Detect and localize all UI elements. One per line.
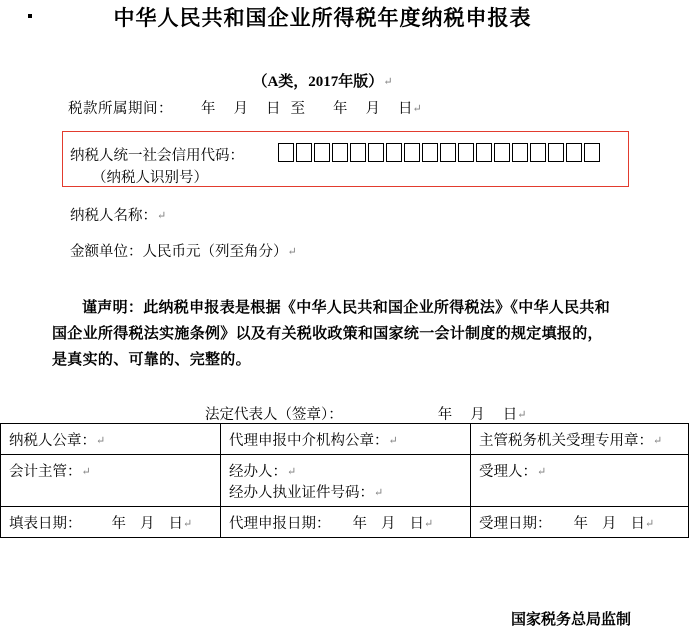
tax-period-year: 年 — [201, 101, 216, 117]
credit-code-cell[interactable] — [566, 143, 582, 162]
page-title: 中华人民共和国企业所得税年度纳税申报表 — [113, 6, 532, 30]
fill-date-label: 填表日期： — [9, 516, 82, 532]
paragraph-mark-icon: ↵ — [645, 518, 655, 530]
fill-date-day: 日 — [168, 516, 183, 532]
paragraph-mark-icon: ↵ — [537, 466, 547, 478]
paragraph-mark-icon: ↵ — [81, 466, 91, 478]
tax-period-day-2: 日 — [398, 101, 413, 117]
tax-period-day: 日 — [266, 101, 281, 117]
paragraph-mark-icon: ↵ — [424, 518, 434, 530]
agent-license-label: 经办人执业证件号码： — [229, 485, 374, 501]
cell-agent-declare-date[interactable] — [221, 507, 471, 538]
form-subtitle — [0, 70, 645, 91]
agent-license-label-row — [229, 481, 464, 502]
credit-code-cell[interactable] — [422, 143, 438, 162]
credit-code-label: 纳税人统一社会信用代码： — [70, 148, 244, 164]
credit-code-cell[interactable] — [278, 143, 294, 162]
credit-code-cell[interactable] — [314, 143, 330, 162]
legal-rep-year: 年 — [437, 407, 453, 423]
cell-accounting-supervisor[interactable] — [1, 455, 221, 507]
legal-rep-month: 月 — [470, 407, 485, 423]
accept-date-month: 月 — [602, 516, 617, 532]
paragraph-mark-icon: ↵ — [653, 435, 663, 447]
credit-code-cell[interactable] — [386, 143, 402, 162]
declaration-paragraph: 谨声明：此纳税申报表是根据《中华人民共和国企业所得税法》《中华人民共和国企业所得税法实施条例》以及有关税收政策和国家统一会计制度的规定填报的，是真实的、可靠的、完整的。 — [52, 300, 611, 368]
agent-handler-label-row — [229, 460, 464, 481]
credit-code-cell[interactable] — [440, 143, 456, 162]
agent-declare-date-year: 年 — [352, 516, 367, 532]
legal-rep-day: 日 — [502, 407, 518, 423]
agent-declare-date-day: 日 — [409, 516, 424, 532]
credit-code-cell[interactable] — [368, 143, 384, 162]
paragraph-mark-icon: ↵ — [157, 210, 167, 222]
paragraph-mark-icon: ↵ — [287, 466, 297, 478]
credit-code-cell[interactable] — [494, 143, 510, 162]
fill-date-year: 年 — [111, 516, 126, 532]
paragraph-mark-icon: ↵ — [383, 76, 393, 88]
credit-code-cell[interactable] — [476, 143, 492, 162]
paragraph-mark-icon: ↵ — [183, 518, 193, 530]
taxpayer-name-text: 纳税人名称： — [70, 208, 157, 224]
cell-agent-handler[interactable] — [221, 455, 471, 507]
agent-seal-label: 代理申报中介机构公章： — [229, 433, 389, 449]
form-subtitle-text: （A类，2017年版） — [252, 74, 384, 90]
credit-code-cell[interactable] — [404, 143, 420, 162]
tax-period-month-2: 月 — [365, 101, 380, 117]
cell-tax-authority-seal[interactable] — [471, 424, 689, 455]
agent-declare-date-month: 月 — [381, 516, 396, 532]
fill-date-month: 月 — [140, 516, 155, 532]
agent-handler-label: 经办人： — [229, 464, 287, 480]
credit-code-cell[interactable] — [332, 143, 348, 162]
paragraph-mark-icon: ↵ — [412, 103, 422, 115]
credit-code-cell[interactable] — [530, 143, 546, 162]
accounting-supervisor-label: 会计主管： — [9, 464, 82, 480]
cell-taxpayer-seal[interactable] — [1, 424, 221, 455]
credit-code-cell[interactable] — [458, 143, 474, 162]
tax-period-label: 税款所属期间： — [68, 101, 173, 117]
agent-declare-date-label: 代理申报日期： — [229, 516, 331, 532]
tax-period-to: 至 — [290, 101, 305, 117]
amount-unit-label — [70, 240, 297, 261]
credit-code-cell[interactable] — [350, 143, 366, 162]
legal-representative-label: 法定代表人（签章）： — [205, 407, 343, 423]
taxpayer-seal-label: 纳税人公章： — [9, 433, 96, 449]
cell-fill-date[interactable] — [1, 507, 221, 538]
paragraph-mark-icon: ↵ — [287, 246, 297, 258]
footer-issuer: 国家税务总局监制 — [510, 612, 631, 628]
accept-date-label: 受理日期： — [479, 516, 552, 532]
tax-authority-seal-label: 主管税务机关受理专用章： — [479, 433, 653, 449]
cell-agent-seal[interactable] — [221, 424, 471, 455]
table-row — [1, 507, 689, 538]
accept-date-year: 年 — [573, 516, 588, 532]
tax-period-year-2: 年 — [333, 101, 348, 117]
tax-period-month: 月 — [233, 101, 248, 117]
paragraph-mark-icon: ↵ — [388, 435, 398, 447]
credit-code-cell[interactable] — [512, 143, 528, 162]
taxpayer-name-label — [70, 204, 166, 225]
credit-code-cell[interactable] — [584, 143, 600, 162]
tax-period-line — [68, 97, 422, 118]
paragraph-mark-icon: ↵ — [96, 435, 106, 447]
signature-table — [0, 423, 689, 538]
credit-code-input-boxes[interactable] — [278, 143, 600, 162]
credit-code-cell[interactable] — [548, 143, 564, 162]
credit-code-cell[interactable] — [296, 143, 312, 162]
receiver-label: 受理人： — [479, 464, 537, 480]
paragraph-mark-icon: ↵ — [374, 487, 384, 499]
legal-representative-line — [205, 403, 526, 424]
table-row — [1, 455, 689, 507]
amount-unit-text: 金额单位：人民币元（列至角分） — [70, 244, 288, 260]
cell-receiver[interactable] — [471, 455, 689, 507]
table-row — [1, 424, 689, 455]
cell-accept-date[interactable] — [471, 507, 689, 538]
accept-date-day: 日 — [630, 516, 645, 532]
paragraph-mark-icon: ↵ — [517, 409, 527, 421]
credit-code-sublabel: （纳税人识别号） — [92, 170, 208, 186]
